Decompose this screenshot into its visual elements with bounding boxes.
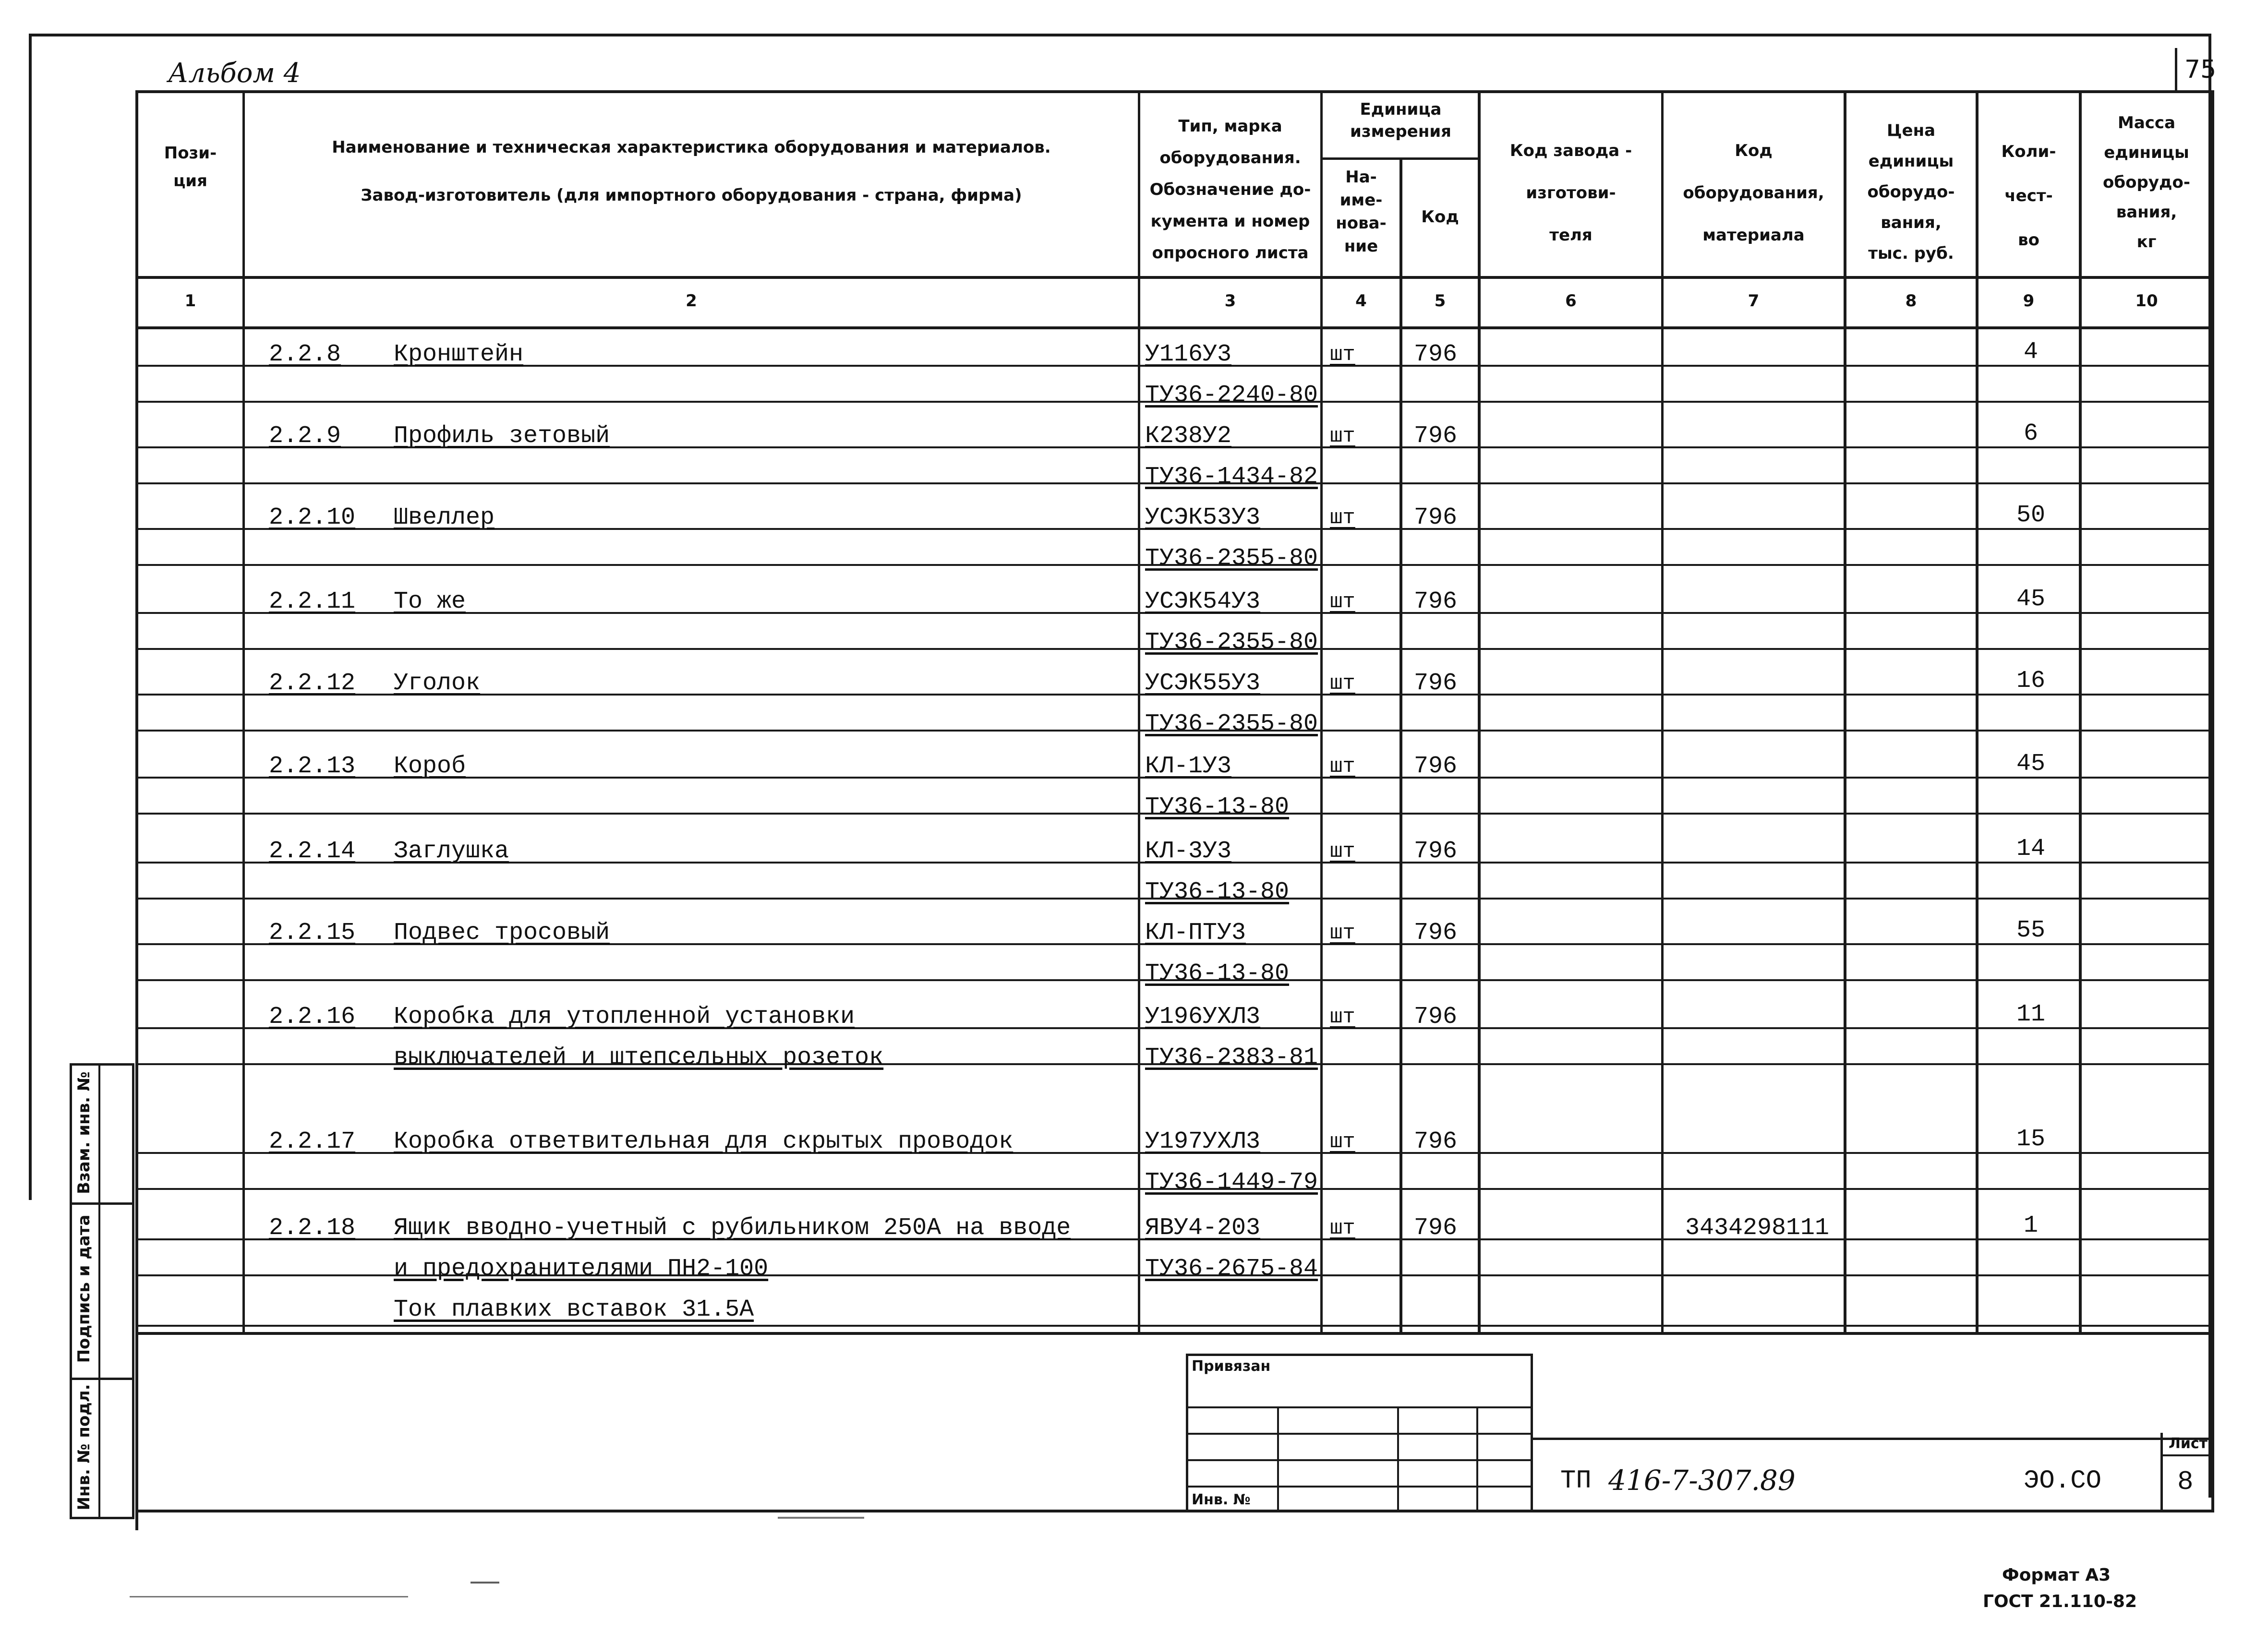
col-number-6: 6	[1565, 291, 1577, 311]
album-label: Альбом 4	[168, 58, 301, 89]
side-strip-left	[70, 1063, 72, 1519]
row-name: Короб	[394, 753, 466, 780]
titleblock-top	[1532, 1438, 2213, 1440]
scan-streak-1	[130, 1596, 408, 1597]
row-type: КЛ-1У3	[1145, 753, 1232, 780]
row-name-line2: выключателей и штепсельных розеток	[394, 1044, 884, 1071]
row-name: Кронштейн	[394, 341, 524, 368]
col-number-3: 3	[1224, 291, 1236, 311]
row-position: 2.2.17	[269, 1128, 356, 1155]
header-col5: Код	[1421, 207, 1459, 227]
side-strip-bottom	[70, 1517, 134, 1519]
row-unit-code: 796	[1414, 588, 1458, 615]
row-name: Подвес тросовый	[394, 919, 610, 947]
header-col6: Код завода - изготови- теля	[1509, 141, 1632, 245]
row-name-line2: и предохранителями ПН2-100	[394, 1255, 769, 1283]
row-position: 2.2.12	[269, 670, 356, 697]
side-strip-right	[132, 1063, 134, 1519]
row-unit: шт	[1330, 590, 1355, 614]
row-document: ТУ36-13-80	[1145, 793, 1290, 821]
frame-top	[29, 34, 2208, 36]
col-number-10: 10	[2135, 291, 2158, 311]
row-name: То же	[394, 588, 466, 615]
header-col7: Код оборудования, материала	[1683, 141, 1824, 245]
side-label-vzam: Взам. инв. №	[74, 1071, 94, 1194]
header-col10: Масса единицы оборудо- вания, кг	[2103, 113, 2190, 252]
row-document: ТУ36-2675-84	[1145, 1255, 1318, 1283]
row-unit: шт	[1330, 921, 1355, 945]
row-position: 2.2.8	[269, 341, 341, 368]
row-unit: шт	[1330, 424, 1355, 448]
row-name: Коробка ответвительная для скрытых проводок	[394, 1128, 1013, 1155]
side-strip-inner	[98, 1063, 100, 1519]
row-name: Заглушка	[394, 838, 509, 865]
side-strip-div1	[70, 1202, 134, 1205]
row-unit-code: 796	[1414, 670, 1458, 697]
col-line-8	[1976, 90, 1978, 1333]
stamp-v1	[1277, 1406, 1279, 1512]
row-unit: шт	[1330, 1130, 1355, 1154]
side-label-inv-podl: Инв. № подл.	[74, 1384, 94, 1511]
header-col2-line2: Завод-изготовитель (для импортного оборудования - страна, фирма)	[361, 186, 1022, 205]
row-unit-code: 796	[1414, 1214, 1458, 1242]
col-number-8: 8	[1905, 291, 1917, 311]
col-line-2	[1138, 90, 1140, 1333]
side-label-podpis: Подпись и дата	[74, 1214, 94, 1363]
row-document: ТУ36-13-80	[1145, 878, 1290, 906]
row-unit-code: 796	[1414, 504, 1458, 531]
row-position: 2.2.16	[269, 1003, 356, 1031]
page-number-box-left	[2175, 48, 2177, 91]
row-document: ТУ36-2355-80	[1145, 629, 1318, 656]
page-number: 75	[2184, 55, 2217, 84]
stamp-attached-label: Привязан	[1192, 1358, 1271, 1375]
row-type: К238У2	[1145, 422, 1232, 450]
row-name: Коробка для утопленной установки	[394, 1003, 855, 1031]
row-equipment-code: 3434298111	[1685, 1214, 1830, 1242]
table-top	[135, 90, 2214, 93]
row-unit-code: 796	[1414, 753, 1458, 780]
stamp-h1	[1186, 1406, 1532, 1408]
table-right	[2211, 90, 2214, 1511]
col-number-4: 4	[1355, 291, 1367, 311]
col-line-5	[1478, 90, 1481, 1333]
scan-streak-2	[470, 1582, 499, 1584]
col-number-7: 7	[1748, 291, 1760, 311]
row-position: 2.2.9	[269, 422, 341, 450]
row-unit: шт	[1330, 672, 1355, 696]
row-type: У196УХЛ3	[1145, 1003, 1261, 1031]
header-col4: На- име- нова- ние	[1336, 168, 1387, 256]
stamp-h3	[1186, 1459, 1532, 1461]
row-unit: шт	[1330, 1216, 1355, 1240]
row-type: КЛ-ПТУ3	[1145, 919, 1246, 947]
row-type: ЯВУ4-203	[1145, 1214, 1261, 1242]
row-unit-code: 796	[1414, 1128, 1458, 1155]
row-quantity: 4	[2023, 338, 2038, 366]
row-position: 2.2.18	[269, 1214, 356, 1242]
col-line-4	[1399, 158, 1402, 1333]
row-document: ТУ36-2355-80	[1145, 545, 1318, 572]
row-type: УСЭК54У3	[1145, 588, 1261, 615]
col-number-1: 1	[184, 291, 196, 311]
col-line-9	[2079, 90, 2082, 1333]
section-code: ЭО.СО	[2024, 1466, 2102, 1496]
row-line	[135, 1325, 2214, 1327]
numbers-bottom	[135, 326, 2214, 329]
row-document: ТУ36-2240-80	[1145, 382, 1318, 409]
row-type: УСЭК53У3	[1145, 504, 1261, 531]
row-document: ТУ36-1434-82	[1145, 463, 1318, 491]
row-position: 2.2.10	[269, 504, 356, 531]
col-number-5: 5	[1434, 291, 1446, 311]
stamp-inv-label: Инв. №	[1192, 1491, 1251, 1508]
gost-label: ГОСТ 21.110-82	[1983, 1592, 2137, 1611]
row-unit: шт	[1330, 1005, 1355, 1029]
header-bottom	[135, 276, 2214, 279]
row-document: ТУ36-13-80	[1145, 960, 1290, 987]
row-name: Ящик вводно-учетный с рубильником 250А на вводе	[394, 1214, 1071, 1242]
row-quantity: 55	[2016, 917, 2046, 944]
row-unit: шт	[1330, 343, 1355, 367]
row-unit: шт	[1330, 840, 1355, 864]
doc-code-prefix: ТП	[1560, 1466, 1592, 1496]
row-quantity: 50	[2016, 502, 2046, 529]
header-col2-line1: Наименование и техническая характеристика оборудования и материалов.	[332, 138, 1051, 157]
row-type: УСЭК55У3	[1145, 670, 1261, 697]
col-number-2: 2	[686, 291, 697, 311]
unit-group-divider	[1320, 157, 1479, 160]
stamp-h2	[1186, 1433, 1532, 1435]
col-line-6	[1661, 90, 1664, 1333]
col-line-7	[1844, 90, 1846, 1333]
row-position: 2.2.14	[269, 838, 356, 865]
row-unit-code: 796	[1414, 422, 1458, 450]
row-unit: шт	[1330, 755, 1355, 779]
row-position: 2.2.11	[269, 588, 356, 615]
titleblock-bottom	[135, 1510, 2214, 1512]
row-type: У197УХЛ3	[1145, 1128, 1261, 1155]
doc-code: 416-7-307.89	[1608, 1464, 1796, 1497]
header-col3: Тип, марка оборудования. Обозначение до- кумента и номер опросного листа	[1149, 117, 1311, 263]
row-position: 2.2.15	[269, 919, 356, 947]
row-quantity: 45	[2016, 750, 2046, 778]
stamp-v2	[1397, 1406, 1399, 1512]
sheet-label: Лист	[2168, 1435, 2208, 1452]
body-bottom	[135, 1332, 2214, 1335]
scan-streak-3	[778, 1517, 864, 1519]
row-quantity: 6	[2023, 420, 2038, 447]
row-unit: шт	[1330, 506, 1355, 530]
row-name: Профиль зетовый	[394, 422, 610, 450]
header-col9: Коли- чест- во	[2001, 142, 2056, 250]
row-unit-code: 796	[1414, 838, 1458, 865]
col-number-9: 9	[2023, 291, 2035, 311]
frame-left	[29, 34, 32, 1200]
row-name: Швеллер	[394, 504, 495, 531]
row-unit-code: 796	[1414, 1003, 1458, 1031]
row-quantity: 1	[2023, 1212, 2038, 1239]
row-document: ТУ36-2355-80	[1145, 710, 1318, 738]
row-name: Уголок	[394, 670, 481, 697]
row-unit-code: 796	[1414, 919, 1458, 947]
row-unit-code: 796	[1414, 341, 1458, 368]
row-quantity: 15	[2016, 1126, 2046, 1153]
format-label: Формат А3	[2002, 1565, 2111, 1585]
col-line-3	[1320, 90, 1323, 1333]
row-document: ТУ36-2383-81	[1145, 1044, 1318, 1071]
row-type: КЛ-3У3	[1145, 838, 1232, 865]
header-unit-group: Единица измерения	[1350, 100, 1451, 141]
col-line-1	[242, 90, 245, 1333]
row-position: 2.2.13	[269, 753, 356, 780]
sheet-number: 8	[2177, 1466, 2194, 1497]
row-name-line3: Ток плавких вставок 31.5А	[394, 1296, 754, 1323]
row-document: ТУ36-1449-79	[1145, 1169, 1318, 1196]
header-col1: Пози- ция	[164, 144, 217, 191]
header-col8: Цена единицы оборудо- вания, тыс. руб.	[1867, 121, 1955, 263]
row-type: У116У3	[1145, 341, 1232, 368]
row-quantity: 11	[2016, 1001, 2046, 1028]
row-quantity: 45	[2016, 586, 2046, 613]
row-quantity: 16	[2016, 667, 2046, 695]
row-quantity: 14	[2016, 835, 2046, 863]
stamp-v3	[1476, 1406, 1478, 1512]
